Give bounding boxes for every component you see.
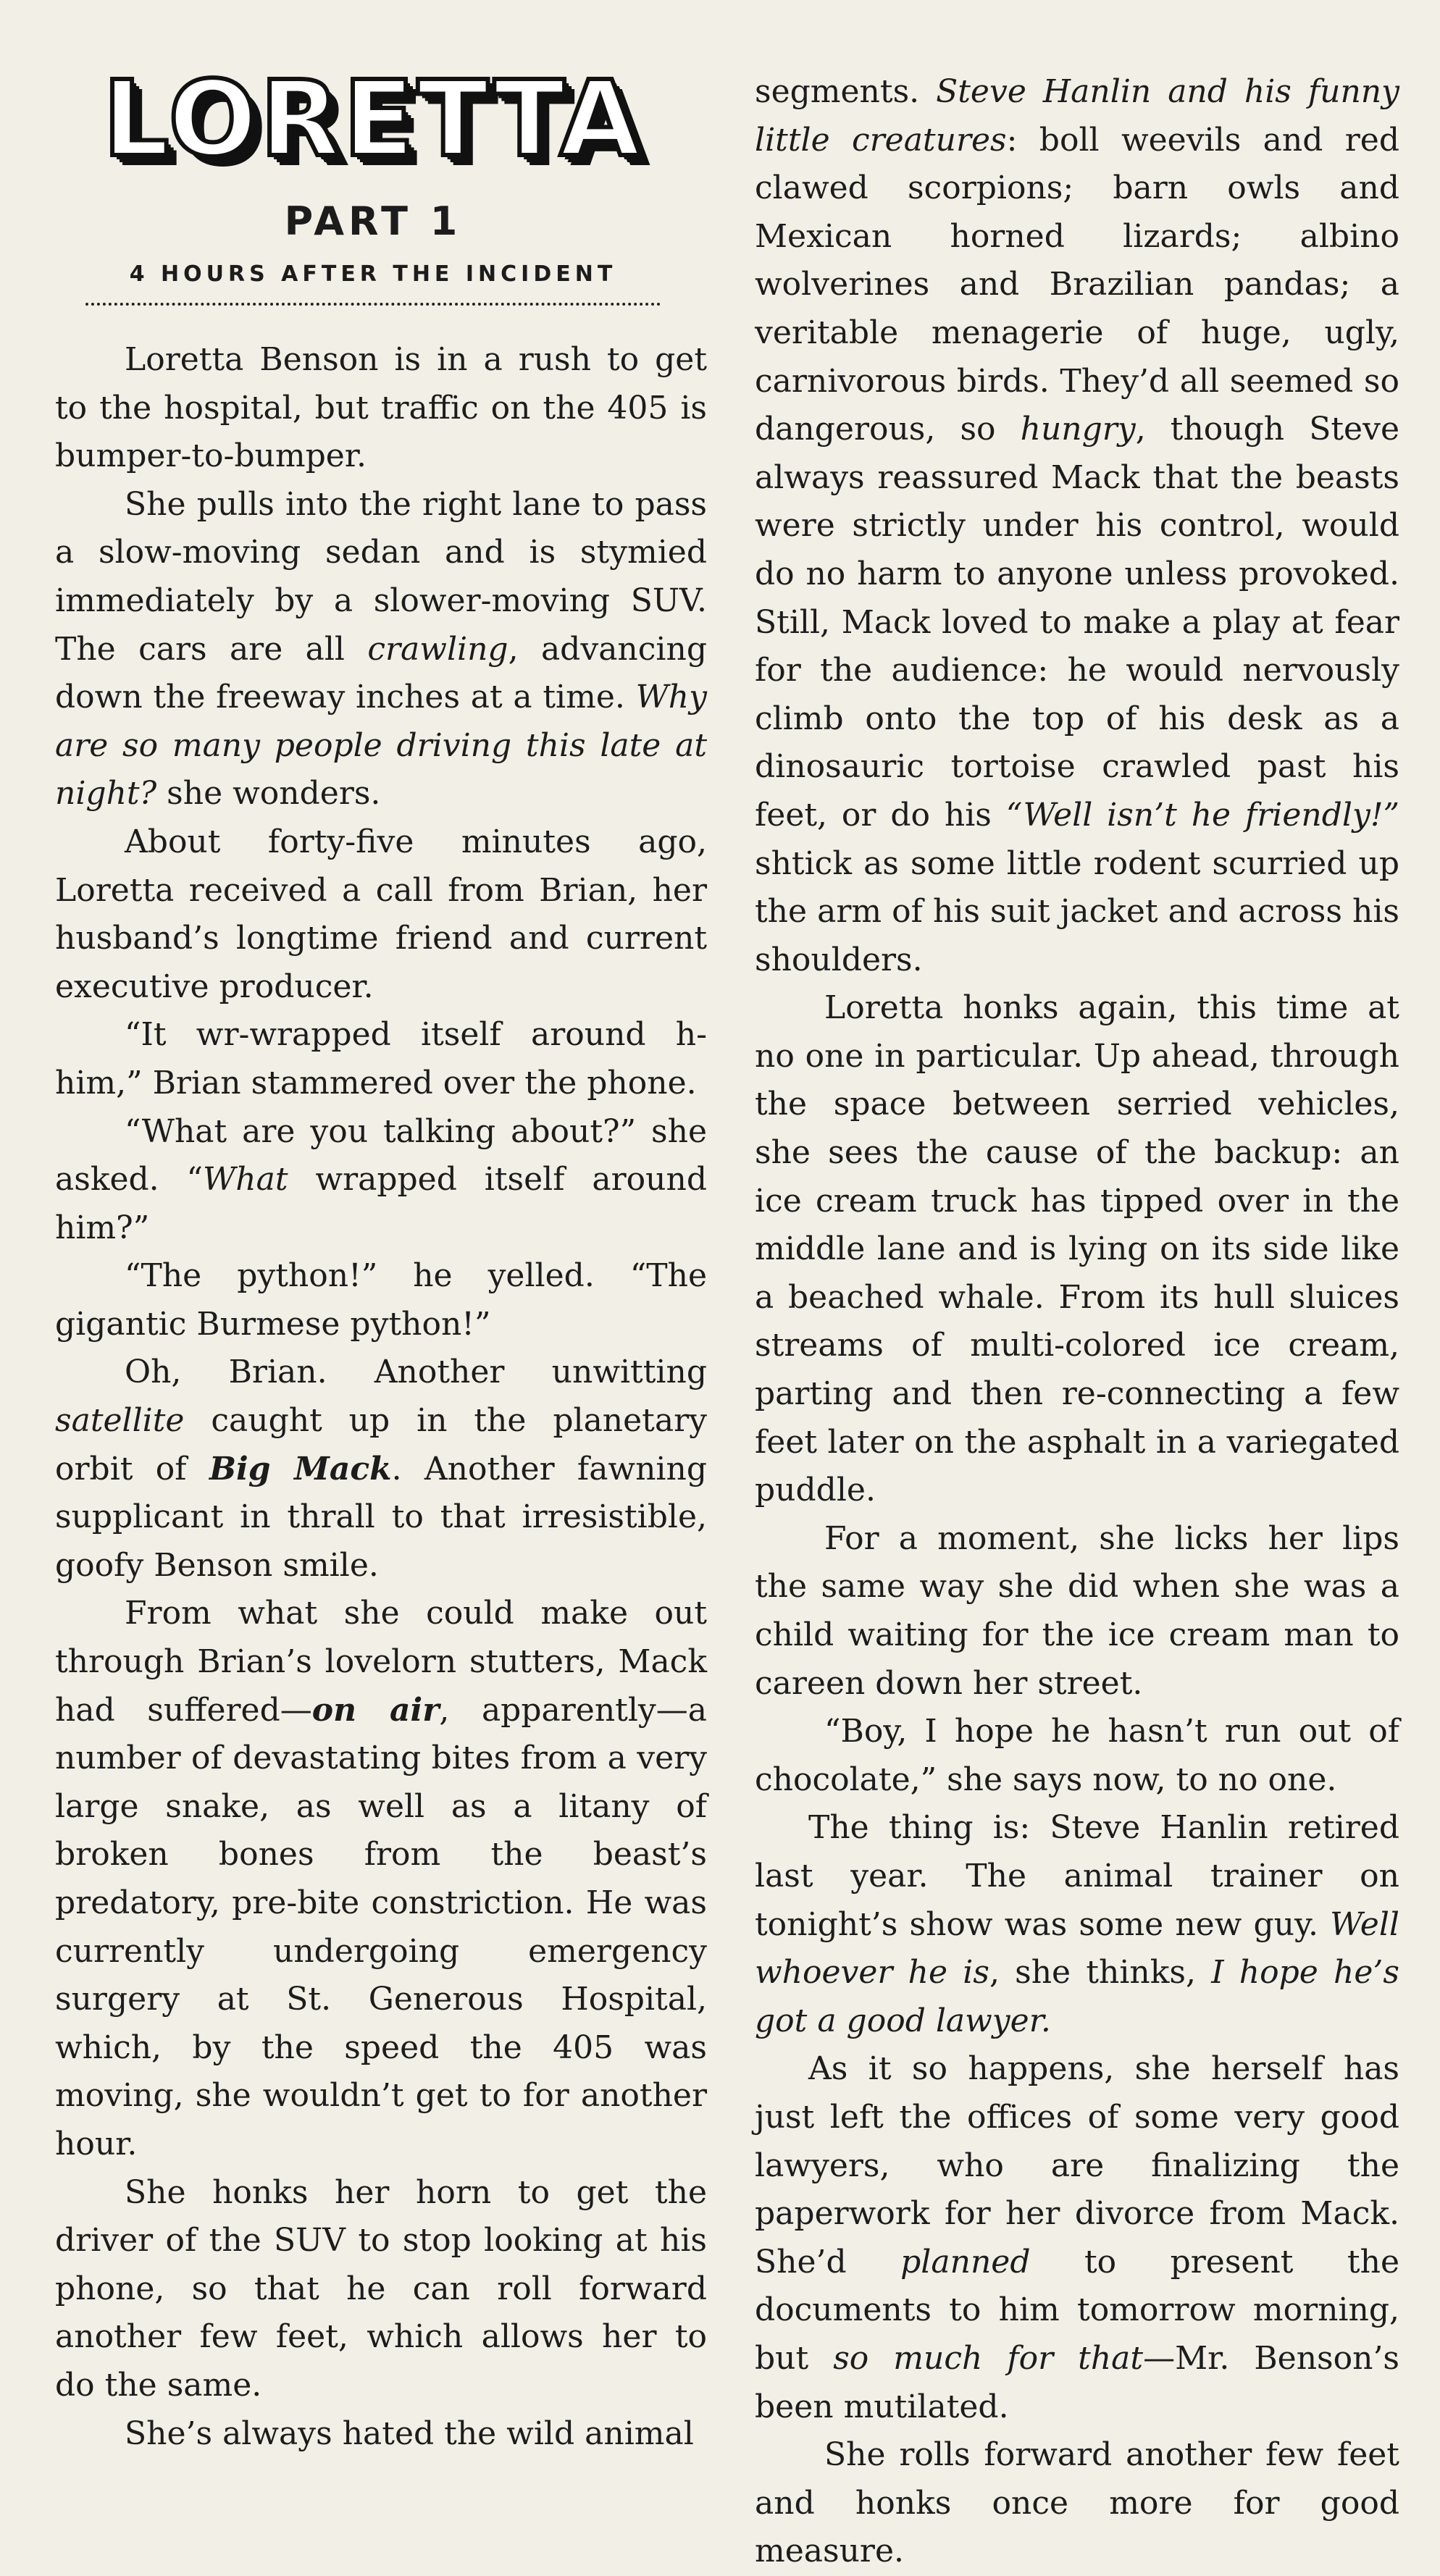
right-body-text — [755, 68, 1399, 2576]
paragraph: She’s always hated the wild animal — [125, 2415, 694, 2452]
paragraph: As it so happens, she herself has just left the offices of some very good lawyers, who are finalizing the paperwork for her divorce from Mack. She’d planned to present the documents to him tomorrow morning, but so much for that—Mr. Benson’s been mutilated. — [755, 2050, 1400, 2425]
paragraph: For a moment, she licks her lips the same way she did when she was a child waiting for the ice cream man to careen down her street. — [755, 1519, 1399, 1702]
part-label: PART 1 — [284, 198, 462, 244]
paragraph: segments. Steve Hanlin and his funny little creatures: boll weevils and red clawed scorpions; barn owls and Mexican horned lizards; albino wolverines and Brazilian pandas; a veritable menagerie of huge, ugly, carnivorous birds. They’d all seemed so dangerous, so hungry, though Steve always reassured Mack that the beasts were strictly under his control, would do no harm to anyone unless provoked. Still, Mack loved to make a play at fear for the audience: he would nervously climb onto the top of his desk as a dinosauric tortoise crawled past his feet, or do his “Well isn’t he friendly!” shtick as some little rodent scurried up the arm of his suit jacket and across his shoulders. — [755, 73, 1399, 978]
paragraph: From what she could make out through Brian’s lovelorn stutters, Mack had suffered—on air, apparently—a number of devastating bites from a very large snake, as well as a litany of broken bones from the beast’s predatory, pre-bite constriction. He was currently undergoing emergency surgery at St. Generous Hospital, which, by the speed the 405 was moving, she wouldn’t get to for another hour. — [55, 1595, 708, 2162]
left-body-text — [55, 336, 707, 2458]
chapter-subtitle: 4 HOURS AFTER THE INCIDENT — [129, 261, 617, 287]
paragraph: Loretta Benson is in a rush to get to the hospital, but traffic on the 405 is bumper-to-bumper. — [55, 341, 707, 475]
paragraph: She rolls forward another few feet and honks once more for good measure. — [755, 2436, 1399, 2570]
chapter-title: LORETTA — [102, 58, 644, 180]
chapter-heading — [72, 0, 674, 306]
left-column — [55, 0, 707, 2458]
paragraph: The thing is: Steve Hanlin retired last year. The animal trainer on tonight’s show was some new guy. Well whoever he is, she thinks, I hope he’s got a good lawyer. — [755, 1809, 1399, 2039]
dotted-divider — [85, 303, 661, 306]
paragraph: “Boy, I hope he hasn’t run out of chocolate,” she says now, to no one. — [755, 1713, 1399, 1798]
paragraph: About forty-five minutes ago, Loretta received a call from Brian, her husband’s longtime friend and current executive producer. — [55, 823, 707, 1005]
paragraph: She honks her horn to get the driver of the SUV to stop looking at his phone, so that he can roll forward another few feet, which allows her to do the same. — [55, 2173, 707, 2404]
paragraph: “It wr-wrapped itself around h-him,” Brian stammered over the phone. — [55, 1016, 707, 1102]
paragraph: Oh, Brian. Another unwitting satellite caught up in the planetary orbit of Big Mack. Another fawning supplicant in thrall to that irresistible, goofy Benson smile. — [55, 1354, 707, 1584]
paragraph: “The python!” he yelled. “The gigantic Burmese python!” — [55, 1257, 707, 1343]
right-column — [755, 0, 1399, 2576]
paragraph: She pulls into the right lane to pass a slow-moving sedan and is stymied immediately by a slower-moving SUV. The cars are all crawling, advancing down the freeway inches at a time. Why are so many people driving this late at night? she wonders. — [55, 485, 707, 813]
paragraph: “What are you talking about?” she asked. “What wrapped itself around him?” — [55, 1112, 707, 1246]
paragraph: Loretta honks again, this time at no one in particular. Up ahead, through the space between serried vehicles, she sees the cause of the backup: an ice cream truck has tipped over in the middle lane and is lying on its side like a beached whale. From its hull sluices streams of multi-colored ice cream, parting and then re-connecting a few feet later on the asphalt in a variegated puddle. — [755, 989, 1399, 1509]
